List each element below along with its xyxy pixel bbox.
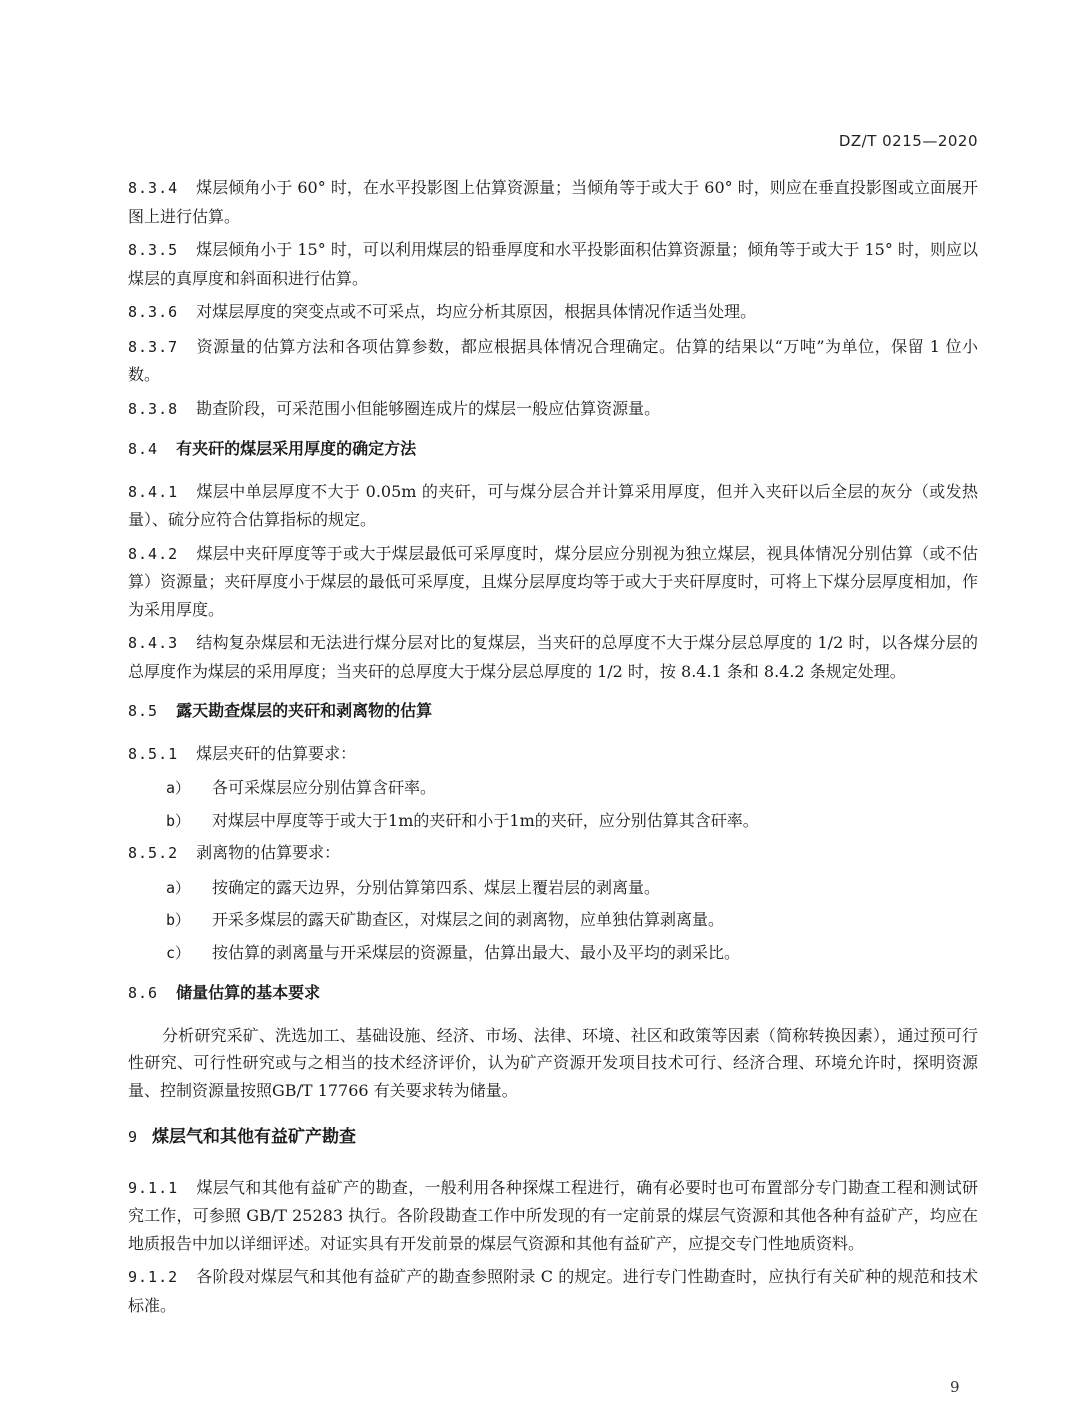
clause-9-1-2	[128, 1263, 978, 1319]
chapter-heading-9	[128, 1124, 978, 1152]
section-heading-8-6	[128, 979, 978, 1008]
list-item	[166, 874, 978, 903]
clause-text: 各阶段对煤层气和其他有益矿产的勘查参照附录 C 的规定。进行专门性勘查时，应执行有关矿种的规范和技术标准。	[128, 1267, 978, 1315]
list-item	[166, 774, 978, 803]
section-title: 有夹矸的煤层采用厚度的确定方法	[176, 439, 417, 458]
clause-number: 9.1.2	[128, 1268, 179, 1286]
clause-text: 勘查阶段，可采范围小但能够圈连成片的煤层一般应估算资源量。	[196, 398, 661, 418]
chapter-title: 煤层气和其他有益矿产勘查	[152, 1127, 357, 1147]
list-item-text: 各可采煤层应分别估算含矸率。	[212, 778, 437, 797]
clause-text: 煤层中单层厚度不大于 0.05m 的夹矸，可与煤分层合并计算采用厚度，但并入夹矸以后全层的灰分（或发热量）、硫分应符合估算指标的规定。	[128, 481, 978, 529]
list-item-text: 按确定的露天边界，分别估算第四系、煤层上覆岩层的剥离量。	[212, 877, 661, 897]
document-body	[128, 174, 978, 1325]
standard-code: DZ/T 0215—2020	[838, 132, 978, 150]
clause-number: 8.3.5	[128, 241, 179, 259]
clause-number: 8.4.2	[128, 544, 179, 563]
clause-8-3-8	[128, 395, 978, 424]
clause-number: 9.1.1	[128, 1178, 179, 1197]
list-marker: c）	[166, 943, 191, 962]
clause-8-3-6	[128, 298, 978, 327]
clause-8-4-1	[128, 478, 978, 534]
clause-8-3-4	[128, 174, 978, 230]
clause-text: 资源量的估算方法和各项估算参数，都应根据具体情况合理确定。估算的结果以“万吨”为单位，保留 1 位小数。	[128, 336, 978, 384]
section-number: 8.4	[128, 440, 159, 458]
clause-text: 结构复杂煤层和无法进行煤分层对比的复煤层，当夹矸的总厚度不大于煤分层总厚度的 1/2 时，以各煤分层的总厚度作为煤层的采用厚度；当夹矸的总厚度大于煤分层总厚度的 1/2 时，按 8.4.1 条和 8.4.2 条规定处理。	[128, 633, 978, 681]
clause-number: 8.3.8	[128, 399, 179, 418]
section-heading-8-4	[128, 435, 978, 464]
section-title: 露天勘查煤层的夹矸和剥离物的估算	[176, 701, 433, 720]
list-item-text: 按估算的剥离量与开采煤层的资源量，估算出最大、最小及平均的剥采比。	[212, 942, 741, 962]
section-number: 8.6	[128, 984, 159, 1002]
list-marker: b）	[166, 811, 191, 830]
list-item	[166, 939, 978, 968]
clause-number: 8.3.4	[128, 179, 179, 197]
clause-8-5-2	[128, 839, 978, 868]
list-marker: b）	[166, 911, 191, 929]
chapter-number: 9	[128, 1128, 139, 1146]
clause-text: 煤层中夹矸厚度等于或大于煤层最低可采厚度时，煤分层应分别视为独立煤层，视具体情况分别估算（或不估算）资源量；夹矸厚度小于煤层的最低可采厚度，且煤分层厚度均等于或大于夹矸厚度时，可将上下煤分层厚度相加，作为采用厚度。	[128, 543, 978, 619]
list-item	[166, 906, 978, 935]
clause-9-1-1	[128, 1174, 978, 1258]
clause-8-5-1	[128, 740, 978, 769]
clause-8-4-2	[128, 540, 978, 624]
clause-8-4-3	[128, 629, 978, 685]
clause-number: 8.5.2	[128, 844, 179, 862]
page-number: 9	[950, 1378, 960, 1396]
clause-number: 8.4.1	[128, 482, 179, 501]
clause-text: 煤层夹矸的估算要求：	[196, 743, 357, 763]
section-number: 8.5	[128, 702, 159, 720]
clause-number: 8.4.3	[128, 634, 179, 652]
clause-text: 煤层气和其他有益矿产的勘查，一般利用各种探煤工程进行，确有必要时也可布置部分专门勘查工程和测试研究工作，可参照 GB/T 25283 执行。各阶段勘查工作中所发现的有一定前景的煤层气资源和其他各种有益矿产，均应在地质报告中加以详细评述。对证实具有开发前景的煤层气资源和其他有益矿产，应提交专门性地质资料。	[128, 1177, 978, 1253]
list-marker: a）	[166, 779, 191, 797]
list-marker: a）	[166, 878, 191, 897]
section-8-6-body: 分析研究采矿、洗选加工、基础设施、经济、市场、法律、环境、社区和政策等因素（简称转换因素），通过预可行性研究、可行性研究或与之相当的技术经济评价，认为矿产资源开发项目技术可行、经济合理、环境允许时，探明资源量、控制资源量按照GB/T 17766 有关要求转为储量。	[128, 1025, 978, 1100]
section-title: 储量估算的基本要求	[176, 983, 321, 1002]
clause-text: 煤层倾角小于 15° 时，可以利用煤层的铅垂厚度和水平投影面积估算资源量；倾角等于或大于 15° 时，则应以煤层的真厚度和斜面积进行估算。	[128, 240, 978, 288]
list-item	[166, 807, 978, 836]
clause-text: 对煤层厚度的突变点或不可采点，均应分析其原因，根据具体情况作适当处理。	[196, 302, 757, 321]
list-item-text: 开采多煤层的露天矿勘查区，对煤层之间的剥离物，应单独估算剥离量。	[212, 910, 725, 929]
clause-8-3-5	[128, 236, 978, 292]
clause-text: 煤层倾角小于 60° 时，在水平投影图上估算资源量；当倾角等于或大于 60° 时，则应在垂直投影图或立面展开图上进行估算。	[128, 178, 978, 226]
clause-8-3-7	[128, 333, 978, 389]
clause-text: 剥离物的估算要求：	[196, 843, 341, 862]
clause-number: 8.3.6	[128, 303, 179, 321]
clause-number: 8.3.7	[128, 337, 179, 356]
list-item-text: 对煤层中厚度等于或大于1m的夹矸和小于1m的夹矸，应分别估算其含矸率。	[212, 810, 759, 830]
section-heading-8-5	[128, 697, 978, 726]
clause-number: 8.5.1	[128, 744, 179, 763]
